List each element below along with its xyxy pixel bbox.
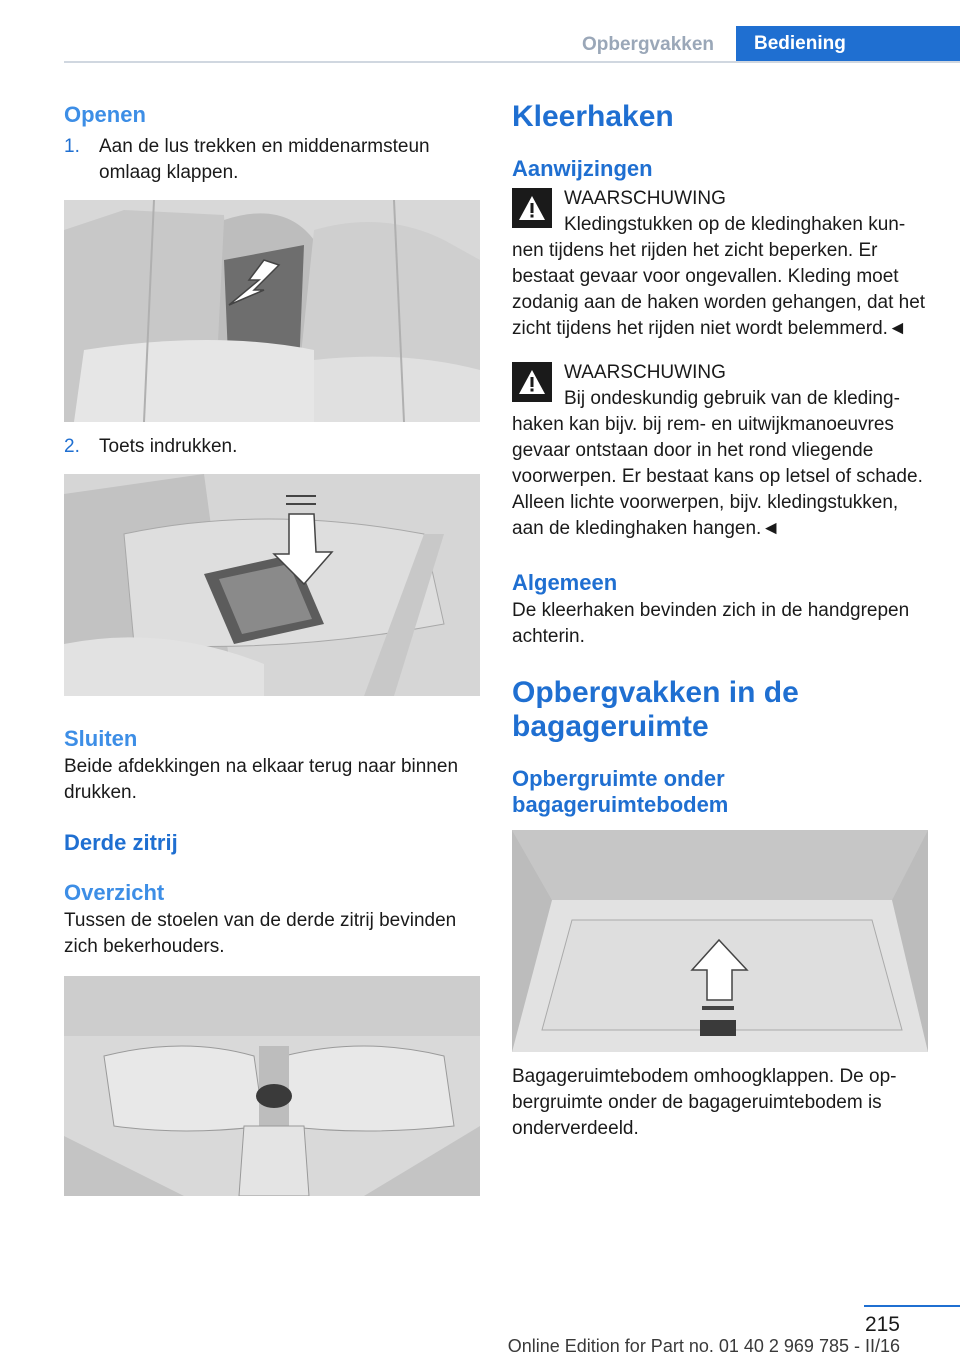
overzicht-text: Tussen de stoelen van de derde zitrij bevinden zich bekerhouders. [64,910,457,957]
heading-derde-zitrij: Derde zitrij [64,830,178,855]
warning-1-label: WAARSCHUWING [564,188,726,209]
footer-edition: Online Edition for Part no. 01 40 2 969 785 - II/16 [507,1336,900,1356]
figure-press-button [64,474,480,696]
warning-triangle-icon [512,362,552,402]
left-column [64,100,480,1196]
warning-2-text: Bij ondeskundig gebruik van de kledinghaken kan bijv. bij rem- en uitwijkmanoeuvres gevaar ontstaan door in het rond vliegende voorwerpen. Er bestaat kans op letsel of schade. Alleen lichte voorwerpen, bijv. kledingstukken, aan de kledinghaken hangen.◄ [512,388,923,539]
warning-1 [512,186,928,342]
page-number: 215 [864,1313,900,1336]
heading-opbergvakken-bagageruimte: Opbergvakken in de bagageruimte [512,676,799,743]
figure-armrest-fold [64,200,480,422]
header-section-title: Opbergvakken [582,34,714,55]
step-1 [64,134,480,186]
heading-algemeen: Algemeen [512,570,618,595]
warning-2 [512,360,928,542]
step-1-text: Aan de lus trekken en middenarmsteun omlaag klappen. [99,136,430,183]
footer-rule [864,1305,960,1307]
onder-text: Bagageruimtebodem omhoogklappen. De opbergruimte onder de bagageruimtebodem is onderverdeeld. [512,1066,897,1139]
heading-openen: Openen [64,102,146,127]
warning-1-text: Kledingstukken op de kledinghaken kunnen tijdens het rijden het zicht beperken. Er bestaat gevaar voor ongevallen. Kleding moet zodanig aan de haken worden gehangen, dat het zicht tijdens het rijden niet wordt belemmerd.◄ [512,214,926,339]
right-column [512,100,928,1142]
step-1-number: 1. [64,136,80,157]
algemeen-text: De kleerhaken bevinden zich in de handgrepen achterin. [512,600,910,647]
warning-triangle-icon [512,188,552,228]
heading-aanwijzingen: Aanwijzingen [512,156,653,181]
step-2 [64,434,480,460]
figure-third-row-cupholders [64,976,480,1196]
step-2-number: 2. [64,436,80,457]
step-2-text: Toets indrukken. [99,436,238,457]
figure-luggage-floor [512,830,928,1052]
sluiten-text: Beide afdekkingen na elkaar terug naar binnen drukken. [64,756,459,803]
heading-sluiten: Sluiten [64,726,138,751]
header-tab-bediening: Bediening [736,26,960,62]
heading-overzicht: Overzicht [64,880,165,905]
heading-kleerhaken: Kleerhaken [512,100,674,133]
warning-2-label: WAARSCHUWING [564,362,726,383]
header-rule [64,61,960,63]
heading-opbergruimte-onder: Opbergruimte onder bagageruimtebodem [512,766,729,817]
